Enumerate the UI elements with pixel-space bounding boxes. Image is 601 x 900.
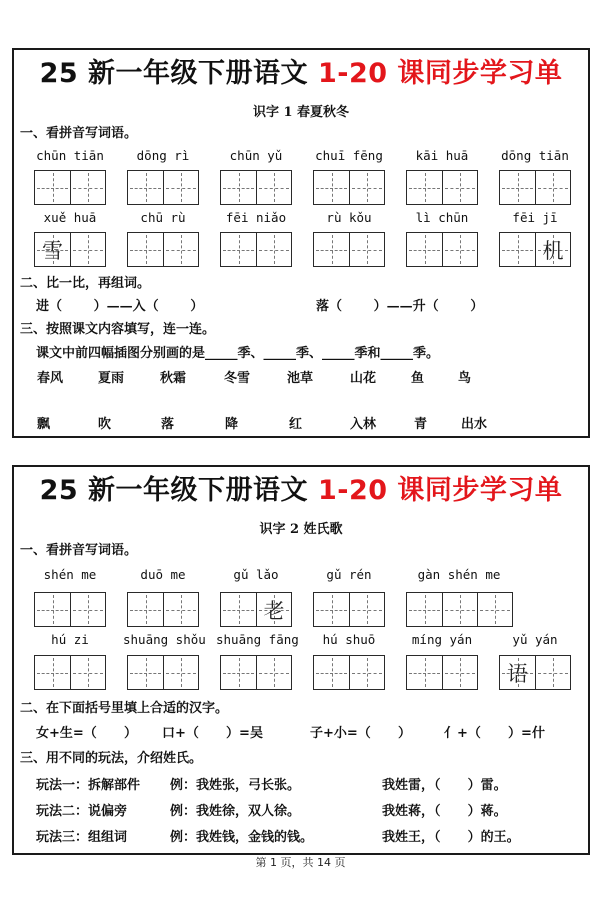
char-equation[interactable]: 子+小=（ ） <box>310 726 411 741</box>
writing-grid[interactable] <box>406 655 478 690</box>
cell-char <box>35 171 70 204</box>
writing-cell[interactable] <box>35 593 70 626</box>
writing-cell[interactable] <box>407 656 442 689</box>
cell-char: 语 <box>507 661 528 686</box>
cell-char <box>350 171 384 204</box>
writing-cell[interactable] <box>163 593 198 626</box>
writing-cell[interactable] <box>500 171 535 204</box>
cell-char <box>407 233 442 266</box>
pinyin-label: chū rù <box>140 210 186 225</box>
writing-grid[interactable] <box>313 170 385 205</box>
pinyin-label: gǔ lǎo <box>233 567 279 582</box>
cell-char <box>407 593 442 626</box>
section-1-heading: 一、看拼音写词语。 <box>20 543 138 558</box>
cell-char: 老 <box>263 598 285 623</box>
worksheet-title <box>14 56 588 92</box>
writing-grid[interactable] <box>127 170 199 205</box>
lesson-title: 识字 2 姓氏歌 <box>259 522 343 537</box>
cell-char: 机 <box>542 238 564 263</box>
writing-cell[interactable] <box>442 171 477 204</box>
cell-char <box>71 656 105 689</box>
writing-cell[interactable] <box>221 593 256 626</box>
match-word-bottom[interactable]: 降 <box>225 417 239 432</box>
lesson-title: 识字 1 春夏秋冬 <box>252 105 350 120</box>
pinyin-label: shuāng fāng <box>216 632 299 647</box>
pinyin-label: hú zi <box>51 632 89 647</box>
cell-char <box>350 593 384 626</box>
pinyin-label: fēi niǎo <box>225 210 287 225</box>
match-word-bottom[interactable]: 吹 <box>98 417 112 432</box>
match-word-top[interactable]: 鸟 <box>458 371 472 386</box>
writing-grid[interactable] <box>220 232 292 267</box>
method-example: 例：我姓徐，双人徐。 <box>170 804 301 819</box>
writing-cell[interactable] <box>163 233 198 266</box>
writing-cell[interactable] <box>70 593 105 626</box>
pinyin-label: rù kǒu <box>326 210 372 225</box>
writing-grid[interactable] <box>499 232 571 267</box>
writing-cell[interactable] <box>163 656 198 689</box>
worksheet-lesson-1 <box>12 48 590 438</box>
char-equation[interactable]: 亻+（ ）=什 <box>444 726 545 741</box>
fill-sentence[interactable]: 课文中前四幅插图分别画的是_____季、_____季、_____季和_____季。 <box>36 346 440 361</box>
writing-grid[interactable] <box>406 232 478 267</box>
cell-char <box>500 171 535 204</box>
cell-char <box>314 171 349 204</box>
match-word-top[interactable]: 秋霜 <box>160 371 187 386</box>
writing-cell[interactable] <box>35 171 70 204</box>
match-word-top[interactable]: 夏雨 <box>98 371 125 386</box>
cell-char <box>500 233 535 266</box>
pinyin-label: lì chūn <box>415 210 469 225</box>
method-exercise[interactable]: 我姓王，（ ）的王。 <box>382 830 520 845</box>
cell-char <box>71 593 105 626</box>
writing-grid[interactable] <box>127 232 199 267</box>
writing-cell[interactable] <box>314 233 349 266</box>
writing-grid[interactable] <box>34 592 106 627</box>
writing-cell[interactable] <box>221 171 256 204</box>
cell-char <box>128 171 163 204</box>
match-word-bottom[interactable]: 落 <box>161 417 175 432</box>
title-red-part: 1-20 课同步学习单 <box>317 58 563 89</box>
char-equation[interactable]: 口+（ ）=吴 <box>162 726 263 741</box>
title-black-part: 25 新一年级下册语文 <box>39 475 318 506</box>
pinyin-label: chūn tiān <box>36 148 104 163</box>
cell-char <box>350 656 384 689</box>
match-word-top[interactable]: 鱼 <box>411 371 425 386</box>
cell-char <box>443 171 477 204</box>
writing-cell[interactable] <box>256 593 291 626</box>
writing-grid[interactable] <box>313 592 385 627</box>
title-red-part: 1-20 课同步学习单 <box>317 475 563 506</box>
writing-cell[interactable] <box>535 171 570 204</box>
writing-cell[interactable] <box>128 593 163 626</box>
cell-char <box>128 593 163 626</box>
writing-cell[interactable] <box>407 593 442 626</box>
cell-char <box>35 656 70 689</box>
writing-cell[interactable] <box>535 233 570 266</box>
method-label: 玩法一：拆解部件 <box>36 778 141 793</box>
writing-cell[interactable] <box>256 171 291 204</box>
worksheet-lesson-2 <box>12 465 590 855</box>
cell-char <box>443 593 477 626</box>
writing-grid[interactable] <box>34 655 106 690</box>
pinyin-label: gàn shén me <box>417 567 501 582</box>
cell-char <box>257 171 291 204</box>
writing-cell[interactable] <box>477 593 512 626</box>
pinyin-label: gǔ rén <box>326 567 372 582</box>
pinyin-label: kāi huā <box>415 148 469 163</box>
match-word-bottom[interactable]: 出水 <box>461 417 488 432</box>
writing-cell[interactable] <box>407 171 442 204</box>
method-label: 玩法三：组组词 <box>36 830 128 845</box>
writing-cell[interactable] <box>314 656 349 689</box>
method-example: 例：我姓钱，金钱的钱。 <box>170 830 314 845</box>
cell-char <box>71 171 105 204</box>
cell-char <box>314 656 349 689</box>
match-word-top[interactable]: 冬雪 <box>224 371 251 386</box>
pinyin-label: chūn yǔ <box>229 148 283 163</box>
cell-char <box>221 171 256 204</box>
writing-grid[interactable] <box>499 655 571 690</box>
char-equation[interactable]: 女+生=（ ） <box>36 726 137 741</box>
writing-cell[interactable] <box>70 233 105 266</box>
cell-char <box>478 593 512 626</box>
section-2-heading: 二、比一比，再组词。 <box>20 276 151 291</box>
section-2-heading: 二、在下面括号里填上合适的汉字。 <box>20 701 229 716</box>
cell-char <box>35 593 70 626</box>
writing-cell[interactable] <box>407 233 442 266</box>
writing-cell[interactable] <box>256 656 291 689</box>
writing-cell[interactable] <box>35 656 70 689</box>
writing-cell[interactable] <box>221 656 256 689</box>
writing-grid[interactable] <box>34 170 106 205</box>
match-word-bottom[interactable]: 青 <box>414 417 428 432</box>
writing-cell[interactable] <box>500 233 535 266</box>
writing-grid[interactable] <box>406 592 513 627</box>
cell-char <box>536 171 570 204</box>
writing-cell[interactable] <box>349 656 384 689</box>
writing-cell[interactable] <box>442 233 477 266</box>
writing-cell[interactable] <box>35 233 70 266</box>
writing-cell[interactable] <box>128 171 163 204</box>
writing-cell[interactable] <box>349 593 384 626</box>
pinyin-label: yǔ yán <box>512 632 558 647</box>
writing-grid[interactable] <box>499 170 571 205</box>
writing-grid[interactable] <box>127 592 199 627</box>
cell-char <box>257 233 291 266</box>
writing-grid[interactable] <box>34 232 106 267</box>
match-word-top[interactable]: 池草 <box>287 371 314 386</box>
title-black-part: 25 新一年级下册语文 <box>39 58 318 89</box>
writing-grid[interactable] <box>220 592 292 627</box>
writing-cell[interactable] <box>221 233 256 266</box>
cell-char <box>314 233 349 266</box>
writing-cell[interactable] <box>314 171 349 204</box>
cell-char <box>443 656 477 689</box>
page-footer: 第 1 页，共 14 页 <box>255 856 346 869</box>
writing-cell[interactable] <box>535 656 570 689</box>
section-1-heading: 一、看拼音写词语。 <box>20 126 138 141</box>
method-label: 玩法二：说偏旁 <box>36 804 128 819</box>
writing-cell[interactable] <box>500 656 535 689</box>
match-word-top[interactable]: 山花 <box>350 371 377 386</box>
pinyin-label: dōng tiān <box>501 148 569 163</box>
compare-item[interactable]: 进（ ）——入（ ） <box>36 299 204 314</box>
worksheet-title <box>14 473 588 509</box>
cell-char <box>221 656 256 689</box>
writing-cell[interactable] <box>128 233 163 266</box>
match-word-bottom[interactable]: 入林 <box>350 417 377 432</box>
cell-char <box>407 656 442 689</box>
method-exercise[interactable]: 我姓雷，（ ）雷。 <box>382 778 507 793</box>
writing-cell[interactable] <box>349 233 384 266</box>
pinyin-label: fēi jī <box>512 210 558 225</box>
cell-char <box>221 233 256 266</box>
cell-char <box>128 656 163 689</box>
cell-char <box>164 233 198 266</box>
match-word-bottom[interactable]: 飘 <box>37 417 51 432</box>
writing-cell[interactable] <box>256 233 291 266</box>
cell-char <box>164 171 198 204</box>
section-3-heading: 三、按照课文内容填写，连一连。 <box>20 322 216 337</box>
writing-grid[interactable] <box>313 655 385 690</box>
cell-char <box>443 233 477 266</box>
writing-cell[interactable] <box>442 593 477 626</box>
cell-char <box>257 656 291 689</box>
cell-char <box>221 593 256 626</box>
match-word-bottom[interactable]: 红 <box>289 417 303 432</box>
cell-char: 雪 <box>42 238 63 263</box>
pinyin-label: dōng rì <box>136 148 190 163</box>
pinyin-label: hú shuō <box>322 632 376 647</box>
cell-char <box>164 593 198 626</box>
writing-cell[interactable] <box>442 656 477 689</box>
compare-item[interactable]: 落（ ）——升（ ） <box>316 299 484 314</box>
pinyin-label: shuāng shǒu <box>123 632 206 647</box>
pinyin-label: duō me <box>140 567 186 582</box>
pinyin-label: chuī fēng <box>315 148 383 163</box>
writing-grid[interactable] <box>313 232 385 267</box>
writing-grid[interactable] <box>127 655 199 690</box>
writing-cell[interactable] <box>70 171 105 204</box>
writing-cell[interactable] <box>314 593 349 626</box>
pinyin-label: míng yán <box>411 632 473 647</box>
cell-char <box>71 233 105 266</box>
section-3-heading: 三、用不同的玩法，介绍姓氏。 <box>20 751 203 766</box>
cell-char <box>128 233 163 266</box>
writing-cell[interactable] <box>163 171 198 204</box>
writing-grid[interactable] <box>220 170 292 205</box>
match-word-top[interactable]: 春风 <box>37 371 64 386</box>
cell-char <box>407 171 442 204</box>
writing-cell[interactable] <box>349 171 384 204</box>
writing-grid[interactable] <box>406 170 478 205</box>
writing-grid[interactable] <box>220 655 292 690</box>
method-example: 例：我姓张，弓长张。 <box>170 778 301 793</box>
cell-char <box>536 656 570 689</box>
cell-char <box>350 233 384 266</box>
cell-char <box>314 593 349 626</box>
writing-cell[interactable] <box>128 656 163 689</box>
pinyin-label: shén me <box>43 567 97 582</box>
cell-char <box>164 656 198 689</box>
writing-cell[interactable] <box>70 656 105 689</box>
method-exercise[interactable]: 我姓蒋，（ ）蒋。 <box>382 804 507 819</box>
pinyin-label: xuě huā <box>43 210 97 225</box>
